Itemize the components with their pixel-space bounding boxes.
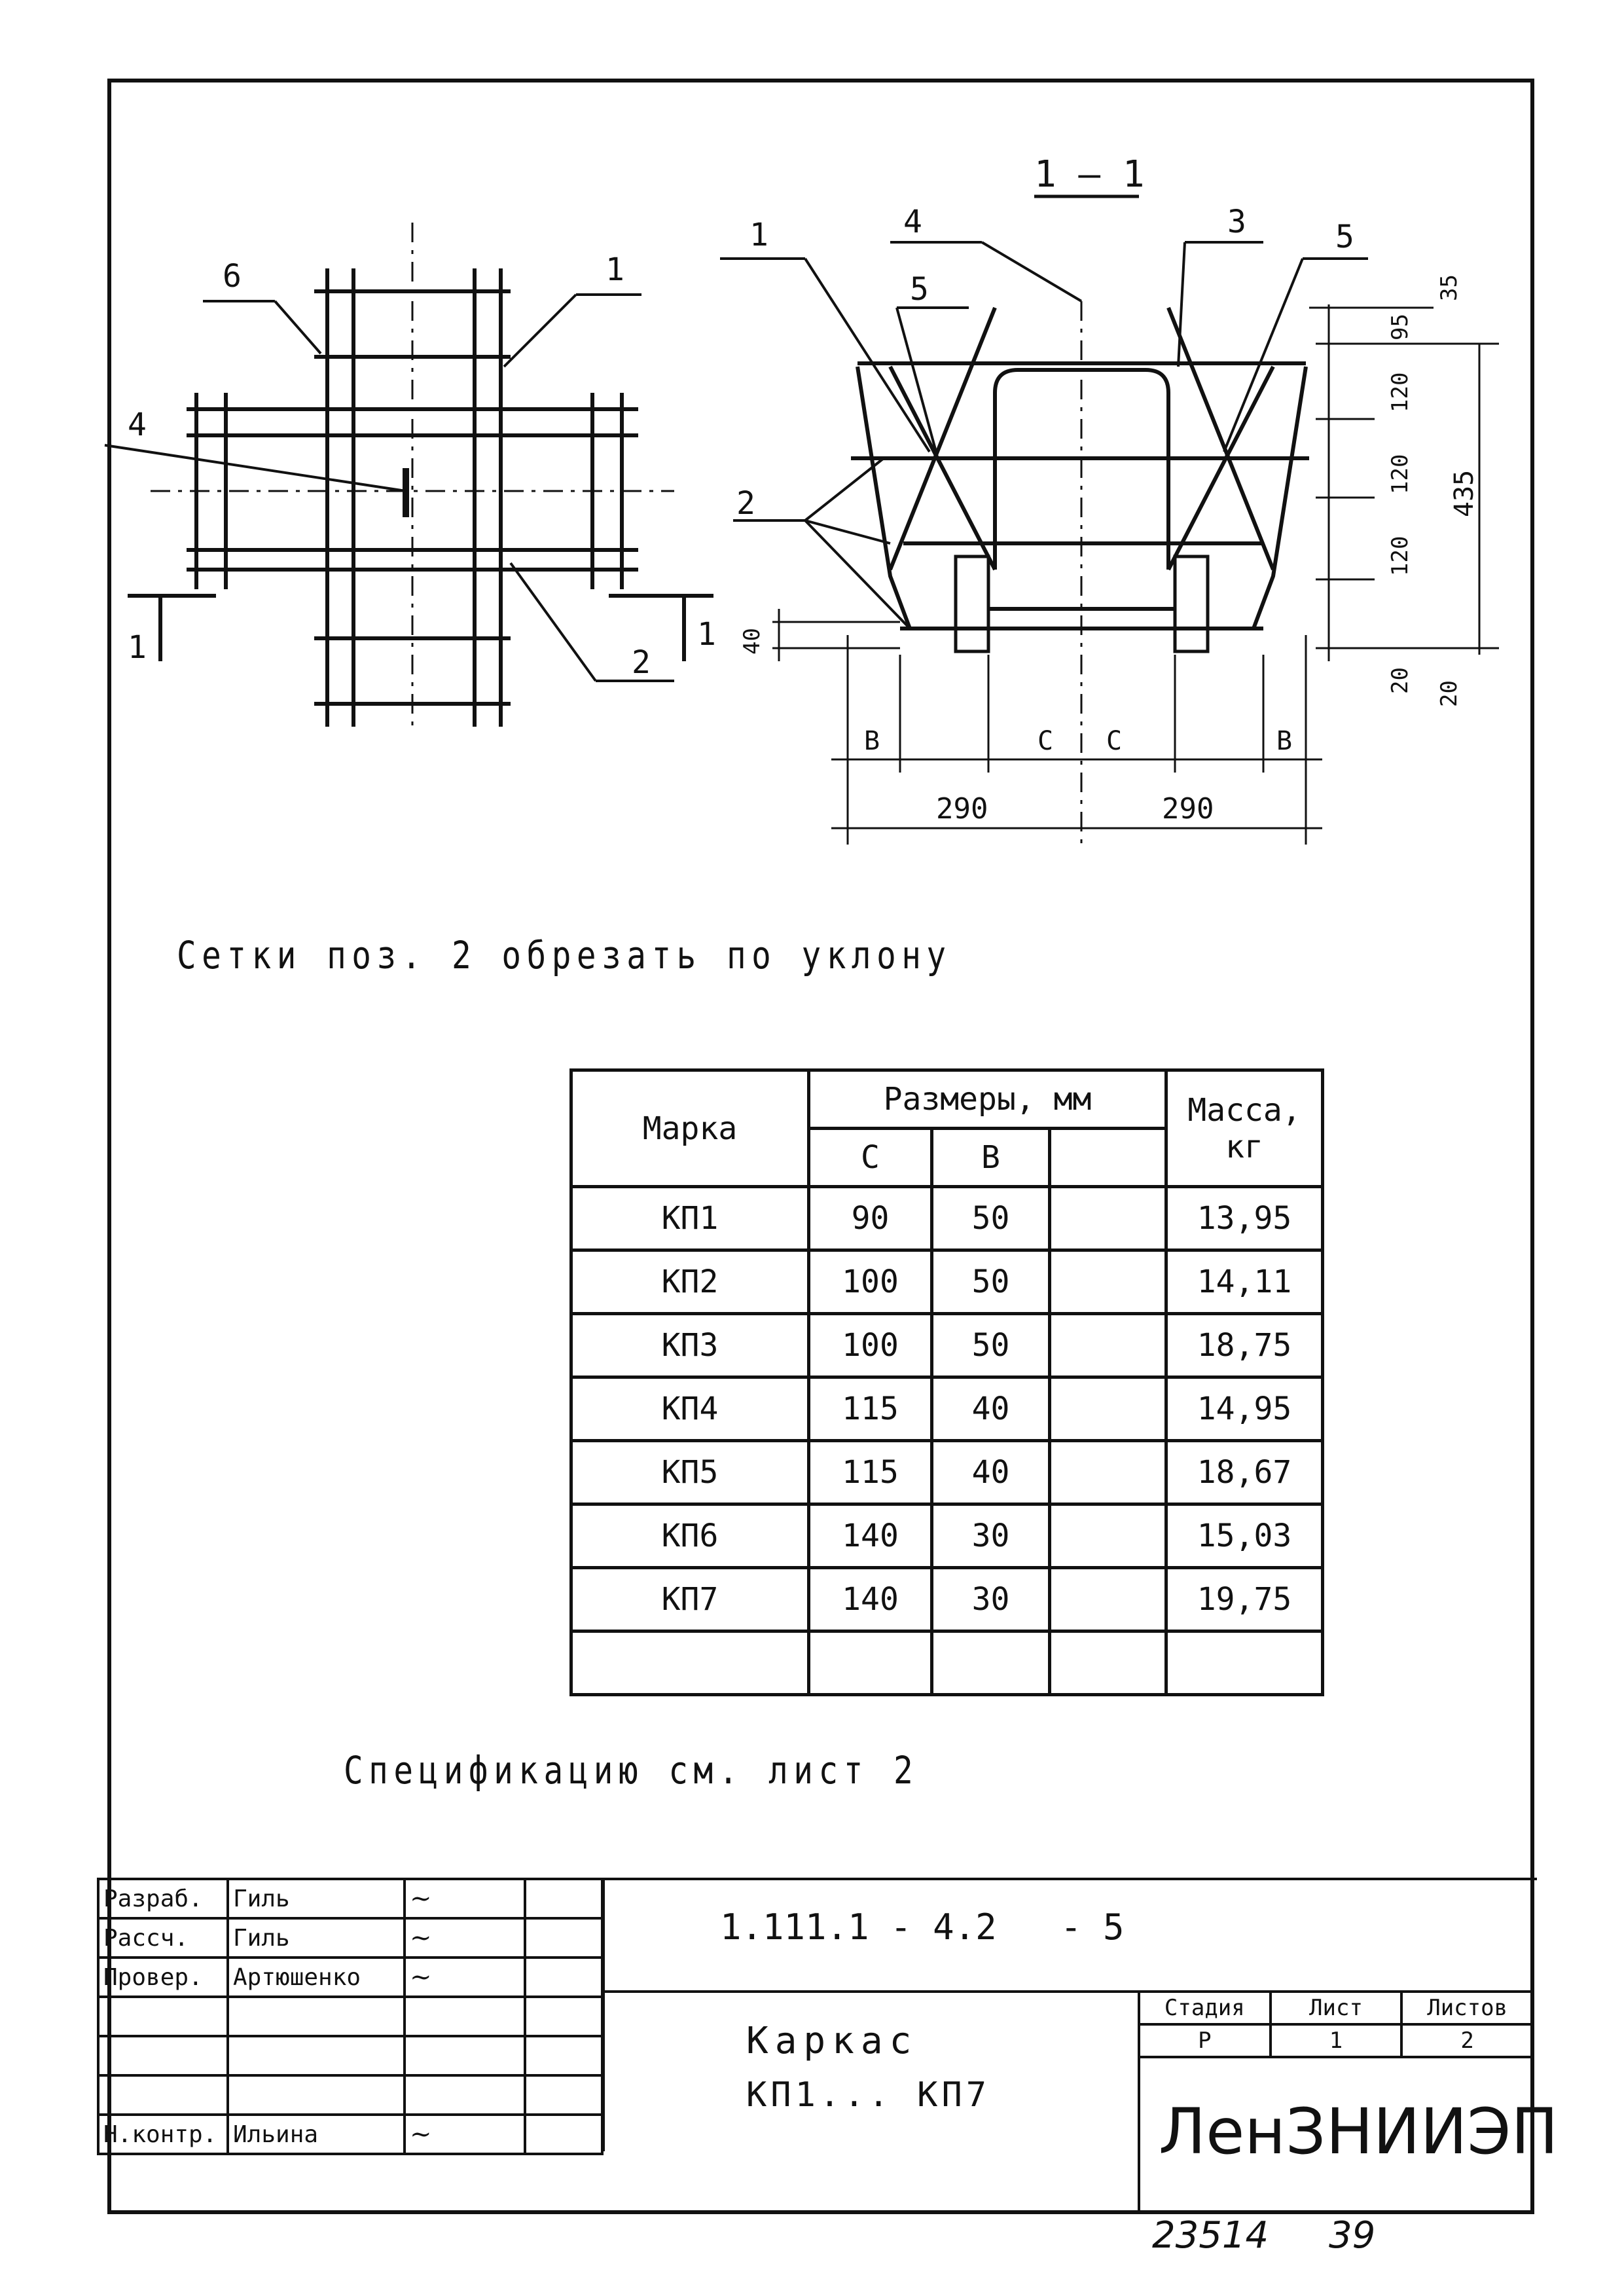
stage-label: Стадия — [1139, 1992, 1271, 2024]
dim-20-b: 20 — [1436, 680, 1462, 707]
cell-empty — [1050, 1314, 1166, 1377]
cell-mark: КП2 — [571, 1250, 809, 1314]
dim-120-b: 120 — [1387, 454, 1413, 494]
cell-empty — [1050, 1441, 1166, 1504]
cell-mark: КП5 — [571, 1441, 809, 1504]
table-row-empty — [571, 1631, 1323, 1695]
dim-b-left: B — [864, 726, 880, 756]
col-head-mass: Масса, кг — [1166, 1070, 1323, 1187]
cell-mark: КП4 — [571, 1377, 809, 1441]
col-head-mark: Марка — [571, 1070, 809, 1187]
table-row — [571, 1504, 1323, 1568]
cell-b: 30 — [932, 1504, 1050, 1568]
sheet-value: 1 — [1271, 2024, 1402, 2057]
role-label: Рассч. — [98, 1918, 228, 1958]
cell-empty — [1050, 1377, 1166, 1441]
signature-mark: ~ — [405, 1879, 525, 1918]
cell-b: 40 — [932, 1441, 1050, 1504]
cell-empty — [1050, 1250, 1166, 1314]
role-label: Провер. — [98, 1958, 228, 1997]
dim-c-right: C — [1106, 726, 1123, 756]
sheet-suffix: - 5 — [1060, 1906, 1125, 1948]
cell-mass: 19,75 — [1166, 1568, 1323, 1631]
sheet-label: Лист — [1271, 1992, 1402, 2024]
plan-callout-4: 4 — [128, 407, 147, 443]
cut-mark-right: 1 — [697, 616, 716, 653]
section-title: 1 – 1 — [1034, 153, 1145, 196]
cell-mark: КП1 — [571, 1187, 809, 1250]
table-row — [571, 1314, 1323, 1377]
note-spec: Спецификацию см. лист 2 — [344, 1748, 919, 1793]
cell-mass: 14,11 — [1166, 1250, 1323, 1314]
cell-c: 140 — [809, 1504, 932, 1568]
cell-empty — [1050, 1187, 1166, 1250]
inventory-suffix: 39 — [1329, 2214, 1376, 2257]
table-row — [571, 1187, 1323, 1250]
signature-mark: ~ — [405, 2115, 525, 2154]
inventory-number: 23514 — [1152, 2214, 1269, 2257]
cell-c: 140 — [809, 1568, 932, 1631]
table-row — [571, 1250, 1323, 1314]
cell-b: 50 — [932, 1314, 1050, 1377]
person-name: Гиль — [228, 1918, 405, 1958]
person-name: Ильина — [228, 2115, 405, 2154]
person-name: Гиль — [228, 1879, 405, 1918]
cell-b: 50 — [932, 1250, 1050, 1314]
plan-callout-2: 2 — [632, 644, 651, 681]
role-label: Разраб. — [98, 1879, 228, 1918]
cell-mass: 18,75 — [1166, 1314, 1323, 1377]
dim-c-left: C — [1038, 726, 1054, 756]
cell-mass: 13,95 — [1166, 1187, 1323, 1250]
title-line2: КП1... КП7 — [746, 2075, 991, 2115]
title-line1: Каркас — [746, 2020, 918, 2062]
cell-c: 100 — [809, 1314, 932, 1377]
sheets-label: Листов — [1401, 1992, 1533, 2024]
cell-mark: КП7 — [571, 1568, 809, 1631]
doc-code: 1.111.1 - 4.2 — [720, 1906, 997, 1948]
note-cut-mesh: Сетки поз. 2 обрезать по уклону — [177, 933, 952, 977]
cell-mass: 14,95 — [1166, 1377, 1323, 1441]
dim-35: 35 — [1436, 274, 1462, 301]
person-name: Артюшенко — [228, 1958, 405, 1997]
cell-b: 30 — [932, 1568, 1050, 1631]
role-label: Н.контр. — [98, 2115, 228, 2154]
dim-b-right: B — [1276, 726, 1293, 756]
cell-mark: КП3 — [571, 1314, 809, 1377]
plan-view — [105, 223, 713, 727]
signature-mark: ~ — [405, 1958, 525, 1997]
dim-95: 95 — [1387, 314, 1413, 340]
cell-c: 115 — [809, 1441, 932, 1504]
sheets-value: 2 — [1401, 2024, 1533, 2057]
section-callout-4: 4 — [903, 204, 922, 240]
dim-120-a: 120 — [1387, 372, 1413, 412]
cell-mass: 18,67 — [1166, 1441, 1323, 1504]
cell-c: 115 — [809, 1377, 932, 1441]
section-callout-2: 2 — [736, 485, 755, 522]
marks-table — [569, 1068, 1324, 1696]
signature-mark: ~ — [405, 1918, 525, 1958]
section-callout-5b: 5 — [1335, 219, 1354, 255]
table-row — [571, 1441, 1323, 1504]
cell-b: 50 — [932, 1187, 1050, 1250]
cell-b: 40 — [932, 1377, 1050, 1441]
col-head-c: C — [809, 1129, 932, 1187]
dim-435: 435 — [1449, 469, 1479, 517]
table-row — [571, 1377, 1323, 1441]
plan-callout-1: 1 — [605, 251, 624, 288]
stage-value: Р — [1139, 2024, 1271, 2057]
section-callout-1: 1 — [749, 217, 768, 253]
cell-mass: 15,03 — [1166, 1504, 1323, 1568]
dim-40: 40 — [739, 628, 765, 655]
table-row — [571, 1568, 1323, 1631]
dim-290-right: 290 — [1162, 792, 1214, 826]
title-block-signatures — [97, 1878, 604, 2155]
dim-20-a: 20 — [1387, 667, 1413, 694]
cell-empty — [1050, 1568, 1166, 1631]
organization-name: ЛенЗНИИЭП — [1159, 2095, 1559, 2168]
stage-table — [1138, 1990, 1534, 2058]
plan-callout-6: 6 — [223, 258, 242, 295]
col-head-b: B — [932, 1129, 1050, 1187]
cell-c: 90 — [809, 1187, 932, 1250]
section-callout-3: 3 — [1227, 204, 1246, 240]
cell-c: 100 — [809, 1250, 932, 1314]
col-head-sizes: Размеры, мм — [809, 1070, 1166, 1129]
cell-mark: КП6 — [571, 1504, 809, 1568]
dim-290-left: 290 — [936, 792, 988, 826]
cell-empty — [1050, 1504, 1166, 1568]
section-callout-5a: 5 — [910, 271, 929, 308]
col-head-empty — [1050, 1129, 1166, 1187]
dim-120-c: 120 — [1387, 536, 1413, 576]
cut-mark-left: 1 — [128, 629, 147, 666]
